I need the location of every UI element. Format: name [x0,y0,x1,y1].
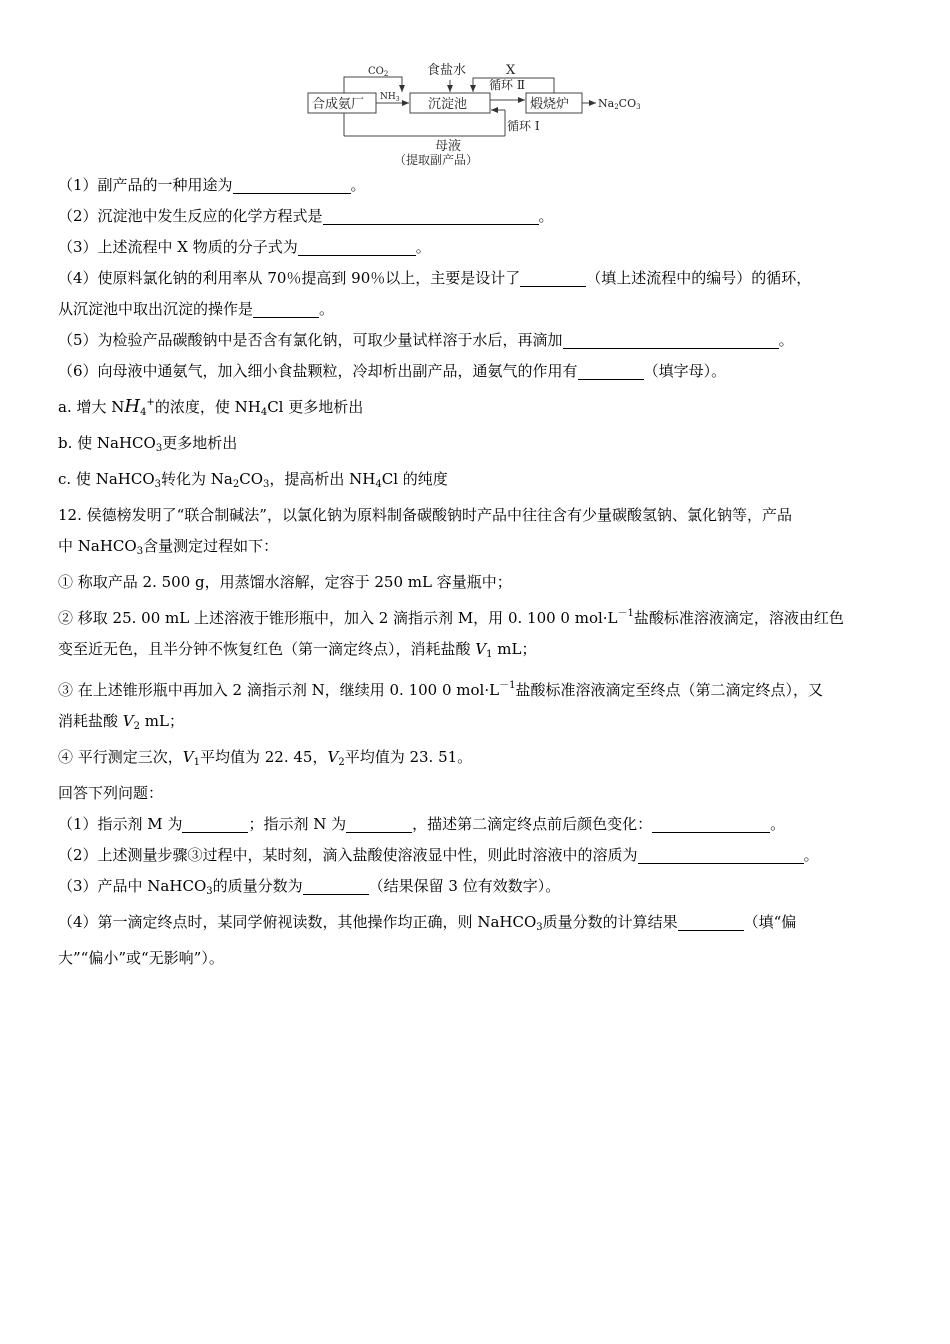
q12-question2: （2）上述测量步骤③过程中，某时刻，滴入盐酸使溶液显中性，则此时溶液中的溶质为 。 [58,846,819,864]
answer-blank[interactable] [303,876,369,895]
q12-step1: ① 称取产品 2. 500 g，用蒸馏水溶解，定容于 250 mL 容量瓶中； [58,573,512,591]
answer-blank[interactable] [298,237,416,256]
mother-liquor-label: 母液 [435,139,462,154]
q12-step3: ③ 在上述锥形瓶中再加入 2 滴指示剂 N，继续用 0. 100 0 $mol\cdot L^{-1}$盐酸标准溶液滴定至终点（第二滴定终点），又 [58,680,823,699]
q11-option-c: c. 使 NaHCO$_3$转化为 $Na_2CO_3$，提高析出 $NH_4Cl$ 的纯度 [58,470,448,490]
answer-blank[interactable] [346,814,412,833]
q11-option-a: a. 增大 $NH_4^+$的浓度，使 $NH_4Cl$ 更多地析出 [58,396,364,418]
q12-intro-cont: 中 NaHCO$_3$含量测定过程如下： [58,537,279,557]
q12-step2: ② 移取 25. 00 mL 上述溶液于锥形瓶中，加入 2 滴指示剂 M，用 0. 100 0 $mol\cdot L^{-1}$盐酸标准溶液滴定，溶液由红色 [58,608,844,627]
answer-blank[interactable] [233,175,351,194]
ammonia-plant-label: 合成氨厂 [312,97,365,112]
q11-part4: （4）使原料氯化钠的利用率从 70％提高到 90％以上，主要是设计了 （填上述流程中的编号）的循环， [58,269,812,287]
cycle2-label: 循环 Ⅱ [489,78,525,92]
co2-arrow [344,77,402,93]
q12-question4-cont: 大”“偏小”或“无影响”）。 [58,949,224,967]
q11-part5: （5）为检验产品碳酸钠中是否含有氯化钠，可取少量试样溶于水后，再滴加 。 [58,331,794,349]
q12-answer-heading: 回答下列问题： [58,784,164,802]
answer-blank[interactable] [563,330,779,349]
q11-part4-cont: 从沉淀池中取出沉淀的操作是 。 [58,300,335,318]
cycle1-label: 循环 Ⅰ [507,119,540,133]
q12-step3-cont: 消耗盐酸 $V_2$ mL； [58,712,184,732]
q12-question4: （4）第一滴定终点时，某同学俯视读数，其他操作均正确，则 NaHCO$_3$质量分数的计算结果 （填“偏 [58,913,797,933]
answer-blank[interactable] [253,299,319,318]
answer-blank[interactable] [520,268,586,287]
answer-blank[interactable] [652,814,770,833]
process-flow-diagram [300,60,660,170]
q11-part2: （2）沉淀池中发生反应的化学方程式是 。 [58,207,554,225]
q11-part1: （1）副产品的一种用途为 。 [58,176,366,194]
precipitation-tank-label: 沉淀池 [428,97,468,112]
nh3-label: $NH_3$ [380,92,400,103]
answer-blank[interactable] [323,206,539,225]
answer-blank[interactable] [638,845,804,864]
question-body [58,170,892,974]
product-label: Na2CO3 [598,97,641,111]
answer-blank[interactable] [578,361,644,380]
co2-label: $CO_2$ [368,66,389,78]
q12-step4: ④ 平行测定三次，$V_1$平均值为 22. 45，$V_2$平均值为 23. 51。 [58,748,473,768]
q11-part6: （6）向母液中通氨气，加入细小食盐颗粒，冷却析出副产品，通氨气的作用有 （填字母）。 [58,362,727,380]
q11-option-b: b. 使 NaHCO$_3$更多地析出 [58,434,238,454]
q11-part3: （3）上述流程中 X 物质的分子式为 。 [58,238,431,256]
x-label: X [506,63,516,78]
calciner-label: 煅烧炉 [530,97,570,112]
brine-label: 食盐水 [427,63,467,78]
q12-question3: （3）产品中 NaHCO$_3$的质量分数为 （结果保留 3 位有效数字）。 [58,877,561,897]
answer-blank[interactable] [182,814,248,833]
q12-intro: 12. 侯德榜发明了“联合制碱法”，以氯化钠为原料制备碳酸钠时产品中往往含有少量碳酸氢钠、氯化钠等，产品 [58,506,792,524]
q12-question1: （1）指示剂 M 为 ；指示剂 N 为 ，描述第二滴定终点前后颜色变化： 。 [58,815,786,833]
q12-step2-cont: 变至近无色，且半分钟不恢复红色（第一滴定终点），消耗盐酸 $V_1$ mL； [58,640,537,660]
extract-byproduct-label: （提取副产品） [394,153,479,167]
answer-blank[interactable] [678,912,744,931]
